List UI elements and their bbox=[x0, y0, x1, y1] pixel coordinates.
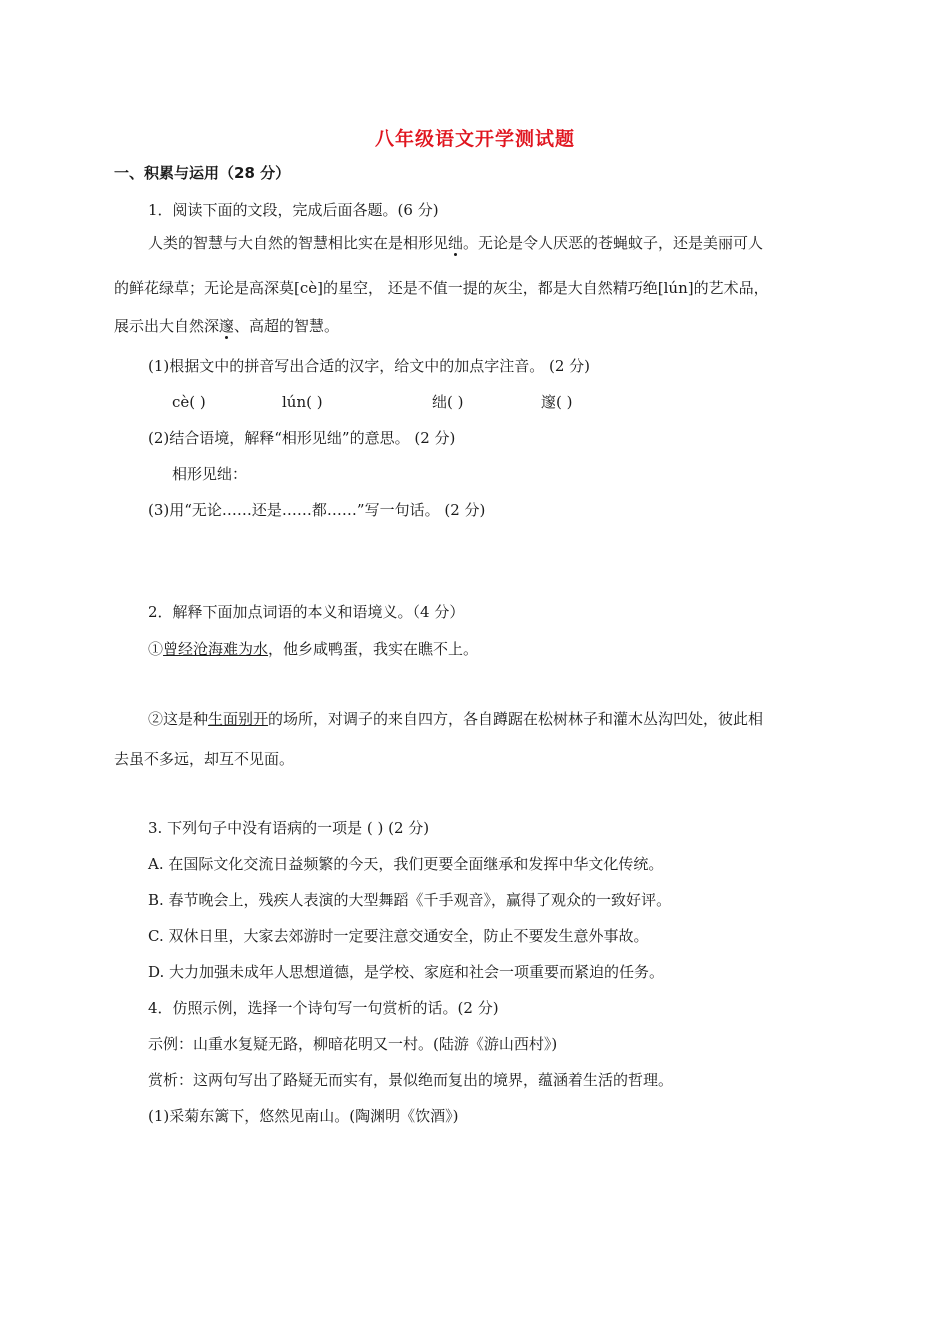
section-heading: 一、积累与运用（28 分） bbox=[114, 164, 291, 182]
q3-option-c: C. 双休日里，大家去郊游时一定要注意交通安全，防止不要发生意外事故。 bbox=[148, 927, 649, 945]
q3-option-d: D. 大力加强未成年人思想道德，是学校、家庭和社会一项重要而紧迫的任务。 bbox=[148, 963, 665, 981]
passage-text: 。无论是令人厌恶的苍蝇蚊子，还是美丽可人 bbox=[463, 234, 764, 252]
passage-text: 人类的智慧与大自然的智慧相比实在是相形见 bbox=[148, 234, 449, 252]
blank-lun[interactable]: lún( ) bbox=[282, 393, 323, 411]
q1-sub2-prompt: 相形见绌： bbox=[172, 465, 248, 483]
q2-item2-cont: 去虽不多远，却互不见面。 bbox=[114, 750, 295, 768]
item-text: 的场所，对调子的来自四方，各自蹲踞在松树林子和灌木丛沟凹处，彼此相 bbox=[268, 710, 764, 728]
q1-passage-line2: 的鲜花绿草；无论是高深莫[cè]的星空， 还是不值一提的灰尘，都是大自然精巧绝[lún]的艺术品， bbox=[114, 279, 769, 297]
q4-example: 示例：山重水复疑无路，柳暗花明又一村。(陆游《游山西村》) bbox=[148, 1035, 558, 1053]
blank-chu[interactable]: 绌( ) bbox=[432, 393, 464, 411]
q1-sub3: (3)用“无论……还是……都……”写一句话。 (2 分) bbox=[148, 501, 486, 519]
passage-text: 展示出大自然深 bbox=[114, 317, 220, 335]
q1-sub1: (1)根据文中的拼音写出合适的汉字，给文中的加点字注音。 (2 分) bbox=[148, 357, 591, 375]
q3-option-a: A. 在国际文化交流日益频繁的今天，我们更要全面继承和发挥中华文化传统。 bbox=[148, 855, 664, 873]
blank-sui[interactable]: 邃( ) bbox=[541, 393, 573, 411]
q4-sub1: (1)采菊东篱下，悠然见南山。(陶渊明《饮酒》) bbox=[148, 1107, 459, 1125]
q3-heading: 3. 下列句子中没有语病的一项是 ( ) (2 分) bbox=[148, 819, 430, 837]
blank-ce[interactable]: cè( ) bbox=[172, 393, 206, 411]
q1-heading: 1．阅读下面的文段，完成后面各题。(6 分) bbox=[148, 201, 439, 219]
q1-sub2: (2)结合语境，解释“相形见绌”的意思。 (2 分) bbox=[148, 429, 456, 447]
passage-text: 、高超的智慧。 bbox=[234, 317, 340, 335]
q4-appreciation: 赏析：这两句写出了路疑无而实有，景似绝而复出的境界，蕴涵着生活的哲理。 bbox=[148, 1071, 674, 1089]
q4-heading: 4．仿照示例，选择一个诗句写一句赏析的话。(2 分) bbox=[148, 999, 499, 1017]
underlined-phrase: 生面别开 bbox=[208, 710, 269, 728]
dotted-char: 绌 bbox=[448, 234, 464, 252]
q1-passage-line1 bbox=[148, 233, 763, 253]
item-marker: ① bbox=[148, 640, 164, 658]
underlined-phrase: 曾经沧海难为水 bbox=[163, 640, 269, 658]
q2-heading: 2．解释下面加点词语的本义和语境义。（4 分） bbox=[148, 603, 465, 621]
q2-item2 bbox=[148, 709, 763, 729]
q3-option-b: B. 春节晚会上，残疾人表演的大型舞蹈《千手观音》，赢得了观众的一致好评。 bbox=[148, 891, 672, 909]
item-text: ，他乡咸鸭蛋，我实在瞧不上。 bbox=[268, 640, 479, 658]
q1-passage-line3 bbox=[114, 316, 339, 336]
item-marker: ②这是种 bbox=[148, 710, 209, 728]
dotted-char: 邃 bbox=[219, 317, 235, 335]
q2-item1 bbox=[148, 639, 478, 659]
exam-title: 八年级语文开学测试题 bbox=[374, 128, 575, 150]
